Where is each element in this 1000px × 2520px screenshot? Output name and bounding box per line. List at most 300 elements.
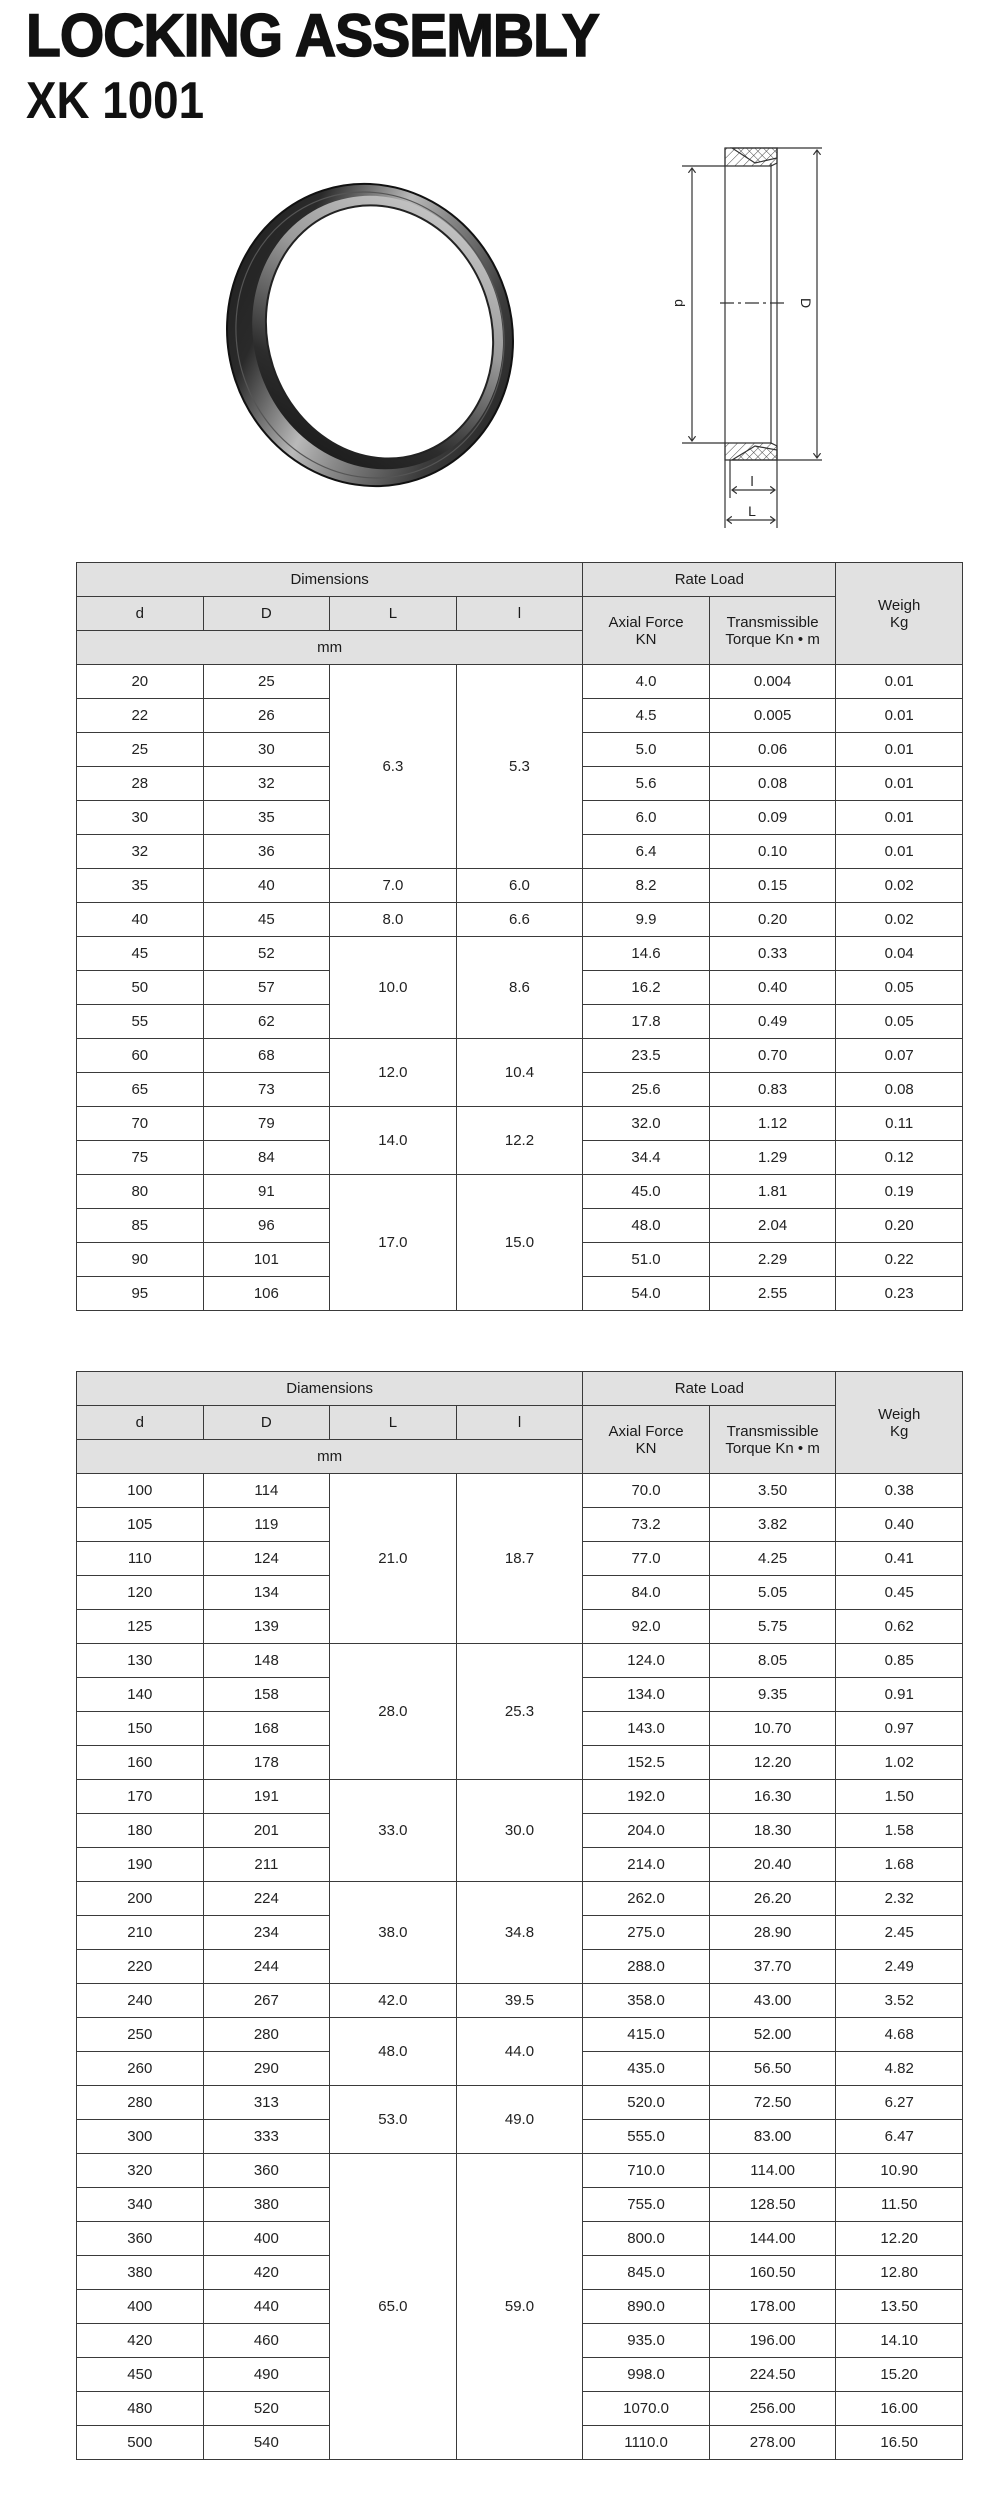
cell-weigh: 0.97 — [836, 1712, 963, 1746]
header-torque — [709, 1406, 836, 1474]
header-axial-force — [583, 1406, 710, 1474]
cell-axial-force: 275.0 — [583, 1916, 710, 1950]
cell-d: 35 — [77, 869, 204, 903]
table-body — [77, 1474, 963, 2460]
cell-axial-force: 48.0 — [583, 1209, 710, 1243]
header-axial-force-label: Axial Force — [608, 613, 684, 631]
cell-L: 14.0 — [330, 1107, 457, 1175]
cell-axial-force: 845.0 — [583, 2256, 710, 2290]
cell-axial-force: 124.0 — [583, 1644, 710, 1678]
cell-d: 220 — [77, 1950, 204, 1984]
cell-d: 70 — [77, 1107, 204, 1141]
cell-axial-force: 32.0 — [583, 1107, 710, 1141]
cell-L: 65.0 — [330, 2154, 457, 2460]
cell-torque: 0.09 — [709, 801, 836, 835]
ring-body — [210, 170, 530, 500]
dim-label-L: L — [748, 503, 756, 519]
cell-D: 191 — [203, 1780, 330, 1814]
cell-d: 20 — [77, 665, 204, 699]
header-axial-force-unit: KN — [635, 630, 657, 648]
cell-D: 460 — [203, 2324, 330, 2358]
dim-label-l: l — [750, 473, 754, 489]
cell-weigh: 0.07 — [836, 1039, 963, 1073]
cell-weigh: 4.68 — [836, 2018, 963, 2052]
cell-torque: 0.83 — [709, 1073, 836, 1107]
cell-D: 40 — [203, 869, 330, 903]
table-row — [77, 1039, 963, 1073]
cell-weigh: 2.49 — [836, 1950, 963, 1984]
cell-l: 59.0 — [456, 2154, 583, 2460]
cell-axial-force: 1110.0 — [583, 2426, 710, 2460]
cell-torque: 2.29 — [709, 1243, 836, 1277]
cell-torque: 144.00 — [709, 2222, 836, 2256]
cell-d: 60 — [77, 1039, 204, 1073]
cell-weigh: 11.50 — [836, 2188, 963, 2222]
cell-l: 10.4 — [456, 1039, 583, 1107]
cell-D: 32 — [203, 767, 330, 801]
ring-section — [682, 148, 822, 528]
cell-d: 90 — [77, 1243, 204, 1277]
cell-weigh: 2.45 — [836, 1916, 963, 1950]
cell-axial-force: 5.0 — [583, 733, 710, 767]
cell-torque: 0.15 — [709, 869, 836, 903]
cell-axial-force: 6.4 — [583, 835, 710, 869]
table-row — [77, 1175, 963, 1209]
cell-L: 48.0 — [330, 2018, 457, 2086]
header-weigh-label: Weigh — [878, 596, 921, 614]
cell-torque: 9.35 — [709, 1678, 836, 1712]
cell-L: 17.0 — [330, 1175, 457, 1311]
table-row — [77, 1984, 963, 2018]
cell-L: 38.0 — [330, 1882, 457, 1984]
cell-weigh: 0.41 — [836, 1542, 963, 1576]
cell-d: 55 — [77, 1005, 204, 1039]
cell-axial-force: 288.0 — [583, 1950, 710, 1984]
cell-axial-force: 84.0 — [583, 1576, 710, 1610]
header-col-l: l — [456, 1406, 583, 1440]
cell-weigh: 0.01 — [836, 801, 963, 835]
cell-D: 106 — [203, 1277, 330, 1311]
cell-weigh: 0.19 — [836, 1175, 963, 1209]
header-col-D: D — [203, 1406, 330, 1440]
cell-L: 10.0 — [330, 937, 457, 1039]
cell-d: 450 — [77, 2358, 204, 2392]
cell-D: 267 — [203, 1984, 330, 2018]
cell-axial-force: 192.0 — [583, 1780, 710, 1814]
header-rate-load: Rate Load — [583, 1372, 836, 1406]
cell-d: 105 — [77, 1508, 204, 1542]
cell-d: 95 — [77, 1277, 204, 1311]
cell-d: 22 — [77, 699, 204, 733]
cell-torque: 114.00 — [709, 2154, 836, 2188]
cell-D: 79 — [203, 1107, 330, 1141]
cell-axial-force: 520.0 — [583, 2086, 710, 2120]
cell-d: 300 — [77, 2120, 204, 2154]
cell-l: 6.0 — [456, 869, 583, 903]
cell-weigh: 2.32 — [836, 1882, 963, 1916]
cell-L: 6.3 — [330, 665, 457, 869]
cell-weigh: 13.50 — [836, 2290, 963, 2324]
cell-axial-force: 23.5 — [583, 1039, 710, 1073]
cross-section-drawing — [660, 130, 860, 530]
cell-L: 53.0 — [330, 2086, 457, 2154]
cell-L: 12.0 — [330, 1039, 457, 1107]
cell-torque: 0.10 — [709, 835, 836, 869]
cell-weigh: 0.38 — [836, 1474, 963, 1508]
cell-d: 30 — [77, 801, 204, 835]
cell-weigh: 0.01 — [836, 835, 963, 869]
cell-axial-force: 1070.0 — [583, 2392, 710, 2426]
header-weigh-unit: Kg — [890, 1422, 909, 1440]
cell-d: 400 — [77, 2290, 204, 2324]
cell-D: 420 — [203, 2256, 330, 2290]
cell-torque: 0.33 — [709, 937, 836, 971]
page-title: LOCKING ASSEMBLY — [26, 2, 599, 69]
cell-axial-force: 9.9 — [583, 903, 710, 937]
table-row — [77, 1780, 963, 1814]
cell-weigh: 3.52 — [836, 1984, 963, 2018]
cell-d: 180 — [77, 1814, 204, 1848]
cell-l: 15.0 — [456, 1175, 583, 1311]
cell-d: 360 — [77, 2222, 204, 2256]
cell-axial-force: 45.0 — [583, 1175, 710, 1209]
header-col-D: D — [203, 597, 330, 631]
header-row-groups — [77, 563, 963, 597]
header-col-d: d — [77, 1406, 204, 1440]
cell-torque: 28.90 — [709, 1916, 836, 1950]
cell-torque: 178.00 — [709, 2290, 836, 2324]
cell-d: 32 — [77, 835, 204, 869]
cell-d: 140 — [77, 1678, 204, 1712]
cell-axial-force: 435.0 — [583, 2052, 710, 2086]
cell-d: 28 — [77, 767, 204, 801]
cell-torque: 4.25 — [709, 1542, 836, 1576]
dim-label-d: d — [672, 299, 688, 307]
cell-axial-force: 214.0 — [583, 1848, 710, 1882]
cell-axial-force: 4.0 — [583, 665, 710, 699]
cell-D: 62 — [203, 1005, 330, 1039]
cell-axial-force: 262.0 — [583, 1882, 710, 1916]
cell-axial-force: 51.0 — [583, 1243, 710, 1277]
header-dimensions: Dimensions — [77, 563, 583, 597]
cell-L: 28.0 — [330, 1644, 457, 1780]
cell-torque: 3.82 — [709, 1508, 836, 1542]
cell-d: 170 — [77, 1780, 204, 1814]
cell-axial-force: 70.0 — [583, 1474, 710, 1508]
cell-weigh: 16.00 — [836, 2392, 963, 2426]
cell-axial-force: 935.0 — [583, 2324, 710, 2358]
cell-axial-force: 16.2 — [583, 971, 710, 1005]
header-rate-load: Rate Load — [583, 563, 836, 597]
cell-torque: 278.00 — [709, 2426, 836, 2460]
table-row — [77, 665, 963, 699]
header-dimensions: Diamensions — [77, 1372, 583, 1406]
cell-d: 100 — [77, 1474, 204, 1508]
cell-axial-force: 358.0 — [583, 1984, 710, 2018]
cell-axial-force: 204.0 — [583, 1814, 710, 1848]
cell-D: 26 — [203, 699, 330, 733]
cell-axial-force: 998.0 — [583, 2358, 710, 2392]
cell-D: 91 — [203, 1175, 330, 1209]
cell-torque: 0.005 — [709, 699, 836, 733]
cell-torque: 160.50 — [709, 2256, 836, 2290]
header-torque-unit: Torque Kn • m — [725, 1439, 820, 1457]
cell-D: 234 — [203, 1916, 330, 1950]
header-unit-mm: mm — [77, 1440, 583, 1474]
cell-weigh: 0.62 — [836, 1610, 963, 1644]
cell-axial-force: 555.0 — [583, 2120, 710, 2154]
cell-axial-force: 143.0 — [583, 1712, 710, 1746]
cell-axial-force: 14.6 — [583, 937, 710, 971]
cell-L: 7.0 — [330, 869, 457, 903]
cell-weigh: 1.02 — [836, 1746, 963, 1780]
cell-D: 280 — [203, 2018, 330, 2052]
cell-axial-force: 800.0 — [583, 2222, 710, 2256]
cell-weigh: 0.05 — [836, 971, 963, 1005]
cell-D: 158 — [203, 1678, 330, 1712]
cell-weigh: 0.91 — [836, 1678, 963, 1712]
cell-D: 178 — [203, 1746, 330, 1780]
cell-weigh: 0.02 — [836, 869, 963, 903]
cell-L: 21.0 — [330, 1474, 457, 1644]
cell-d: 65 — [77, 1073, 204, 1107]
header-weigh-label: Weigh — [878, 1405, 921, 1423]
cell-weigh: 0.04 — [836, 937, 963, 971]
cell-torque: 52.00 — [709, 2018, 836, 2052]
header-weigh — [836, 1372, 963, 1474]
cell-weigh: 14.10 — [836, 2324, 963, 2358]
cell-torque: 16.30 — [709, 1780, 836, 1814]
cell-d: 45 — [77, 937, 204, 971]
cell-torque: 83.00 — [709, 2120, 836, 2154]
cell-D: 244 — [203, 1950, 330, 1984]
cell-torque: 256.00 — [709, 2392, 836, 2426]
spec-table-small — [76, 562, 963, 1311]
cell-D: 30 — [203, 733, 330, 767]
table-row — [77, 937, 963, 971]
header-axial-force — [583, 597, 710, 665]
cell-d: 260 — [77, 2052, 204, 2086]
cell-D: 25 — [203, 665, 330, 699]
header-weigh-unit: Kg — [889, 613, 909, 631]
cell-torque: 26.20 — [709, 1882, 836, 1916]
dim-label-D: D — [798, 297, 814, 309]
cell-D: 134 — [203, 1576, 330, 1610]
cell-torque: 2.04 — [709, 1209, 836, 1243]
cell-D: 211 — [203, 1848, 330, 1882]
cell-d: 160 — [77, 1746, 204, 1780]
cell-d: 190 — [77, 1848, 204, 1882]
cell-axial-force: 890.0 — [583, 2290, 710, 2324]
cell-D: 224 — [203, 1882, 330, 1916]
cell-torque: 5.75 — [709, 1610, 836, 1644]
header-axial-force-unit: KN — [635, 1439, 657, 1457]
cell-axial-force: 710.0 — [583, 2154, 710, 2188]
cell-D: 148 — [203, 1644, 330, 1678]
cell-d: 280 — [77, 2086, 204, 2120]
model-number: XK 1001 — [26, 72, 205, 130]
cell-D: 440 — [203, 2290, 330, 2324]
table-row — [77, 2086, 963, 2120]
cell-torque: 1.81 — [709, 1175, 836, 1209]
cell-axial-force: 5.6 — [583, 767, 710, 801]
cell-torque: 37.70 — [709, 1950, 836, 1984]
cell-D: 400 — [203, 2222, 330, 2256]
cell-D: 490 — [203, 2358, 330, 2392]
cell-l: 8.6 — [456, 937, 583, 1039]
cell-weigh: 0.12 — [836, 1141, 963, 1175]
cell-l: 12.2 — [456, 1107, 583, 1175]
cell-torque: 128.50 — [709, 2188, 836, 2222]
cell-weigh: 1.68 — [836, 1848, 963, 1882]
cell-weigh: 0.11 — [836, 1107, 963, 1141]
cell-D: 57 — [203, 971, 330, 1005]
cell-weigh: 4.82 — [836, 2052, 963, 2086]
cell-torque: 20.40 — [709, 1848, 836, 1882]
header-col-l: l — [456, 597, 583, 631]
cell-d: 320 — [77, 2154, 204, 2188]
cell-axial-force: 755.0 — [583, 2188, 710, 2222]
table-row — [77, 1882, 963, 1916]
cell-d: 40 — [77, 903, 204, 937]
cell-torque: 10.70 — [709, 1712, 836, 1746]
cell-torque: 72.50 — [709, 2086, 836, 2120]
cell-l: 5.3 — [456, 665, 583, 869]
cell-torque: 18.30 — [709, 1814, 836, 1848]
cell-D: 201 — [203, 1814, 330, 1848]
cell-d: 500 — [77, 2426, 204, 2460]
cell-torque: 0.70 — [709, 1039, 836, 1073]
cell-D: 101 — [203, 1243, 330, 1277]
cell-torque: 1.29 — [709, 1141, 836, 1175]
cell-torque: 56.50 — [709, 2052, 836, 2086]
cell-d: 75 — [77, 1141, 204, 1175]
cell-weigh: 6.27 — [836, 2086, 963, 2120]
cell-weigh: 0.22 — [836, 1243, 963, 1277]
cell-axial-force: 17.8 — [583, 1005, 710, 1039]
cell-l: 6.6 — [456, 903, 583, 937]
cell-D: 35 — [203, 801, 330, 835]
cell-d: 80 — [77, 1175, 204, 1209]
cell-D: 540 — [203, 2426, 330, 2460]
cell-l: 49.0 — [456, 2086, 583, 2154]
cell-weigh: 6.47 — [836, 2120, 963, 2154]
cell-torque: 0.40 — [709, 971, 836, 1005]
cell-torque: 0.06 — [709, 733, 836, 767]
cell-d: 380 — [77, 2256, 204, 2290]
cell-d: 110 — [77, 1542, 204, 1576]
cell-weigh: 0.01 — [836, 665, 963, 699]
cell-weigh: 16.50 — [836, 2426, 963, 2460]
cell-axial-force: 134.0 — [583, 1678, 710, 1712]
cell-weigh: 0.01 — [836, 733, 963, 767]
locking-ring-photo — [210, 170, 530, 500]
table-body — [77, 665, 963, 1311]
cell-torque: 0.49 — [709, 1005, 836, 1039]
cell-axial-force: 4.5 — [583, 699, 710, 733]
cell-l: 39.5 — [456, 1984, 583, 2018]
cell-d: 200 — [77, 1882, 204, 1916]
table-row — [77, 2154, 963, 2188]
cell-D: 333 — [203, 2120, 330, 2154]
table-row — [77, 903, 963, 937]
cell-torque: 3.50 — [709, 1474, 836, 1508]
header-col-L: L — [330, 597, 457, 631]
cell-l: 34.8 — [456, 1882, 583, 1984]
cell-torque: 2.55 — [709, 1277, 836, 1311]
cell-d: 150 — [77, 1712, 204, 1746]
cell-torque: 0.004 — [709, 665, 836, 699]
header-col-d: d — [77, 597, 204, 631]
cell-d: 420 — [77, 2324, 204, 2358]
spec-table-large — [76, 1371, 963, 2460]
cell-d: 25 — [77, 733, 204, 767]
header-torque — [709, 597, 836, 665]
cell-axial-force: 8.2 — [583, 869, 710, 903]
header-torque-unit: Torque Kn • m — [725, 630, 820, 648]
cell-l: 44.0 — [456, 2018, 583, 2086]
cell-weigh: 12.80 — [836, 2256, 963, 2290]
cell-weigh: 0.20 — [836, 1209, 963, 1243]
cell-D: 168 — [203, 1712, 330, 1746]
cell-d: 240 — [77, 1984, 204, 2018]
cell-weigh: 15.20 — [836, 2358, 963, 2392]
cell-D: 84 — [203, 1141, 330, 1175]
table-row — [77, 2018, 963, 2052]
cell-l: 30.0 — [456, 1780, 583, 1882]
cell-weigh: 10.90 — [836, 2154, 963, 2188]
cell-weigh: 12.20 — [836, 2222, 963, 2256]
cell-l: 18.7 — [456, 1474, 583, 1644]
cell-axial-force: 25.6 — [583, 1073, 710, 1107]
cell-d: 85 — [77, 1209, 204, 1243]
cell-weigh: 0.40 — [836, 1508, 963, 1542]
cell-D: 290 — [203, 2052, 330, 2086]
cell-D: 96 — [203, 1209, 330, 1243]
cell-d: 340 — [77, 2188, 204, 2222]
cell-L: 33.0 — [330, 1780, 457, 1882]
cell-axial-force: 92.0 — [583, 1610, 710, 1644]
cell-D: 52 — [203, 937, 330, 971]
cell-weigh: 1.50 — [836, 1780, 963, 1814]
cell-axial-force: 152.5 — [583, 1746, 710, 1780]
cell-D: 380 — [203, 2188, 330, 2222]
header-row-groups — [77, 1372, 963, 1406]
cell-torque: 8.05 — [709, 1644, 836, 1678]
cell-D: 124 — [203, 1542, 330, 1576]
table-row — [77, 1474, 963, 1508]
cell-d: 210 — [77, 1916, 204, 1950]
cell-D: 119 — [203, 1508, 330, 1542]
cell-weigh: 0.05 — [836, 1005, 963, 1039]
cell-weigh: 0.01 — [836, 767, 963, 801]
cell-d: 250 — [77, 2018, 204, 2052]
cell-axial-force: 54.0 — [583, 1277, 710, 1311]
header-torque-label: Transmissible — [726, 613, 819, 631]
table-row — [77, 1644, 963, 1678]
header-row-columns — [77, 1406, 963, 1440]
cell-axial-force: 6.0 — [583, 801, 710, 835]
cell-D: 45 — [203, 903, 330, 937]
cell-axial-force: 415.0 — [583, 2018, 710, 2052]
header-col-L: L — [330, 1406, 457, 1440]
cell-weigh: 0.01 — [836, 699, 963, 733]
header-row-columns — [77, 597, 963, 631]
cell-D: 520 — [203, 2392, 330, 2426]
cell-d: 125 — [77, 1610, 204, 1644]
header-unit-mm: mm — [77, 631, 583, 665]
cell-weigh: 0.85 — [836, 1644, 963, 1678]
